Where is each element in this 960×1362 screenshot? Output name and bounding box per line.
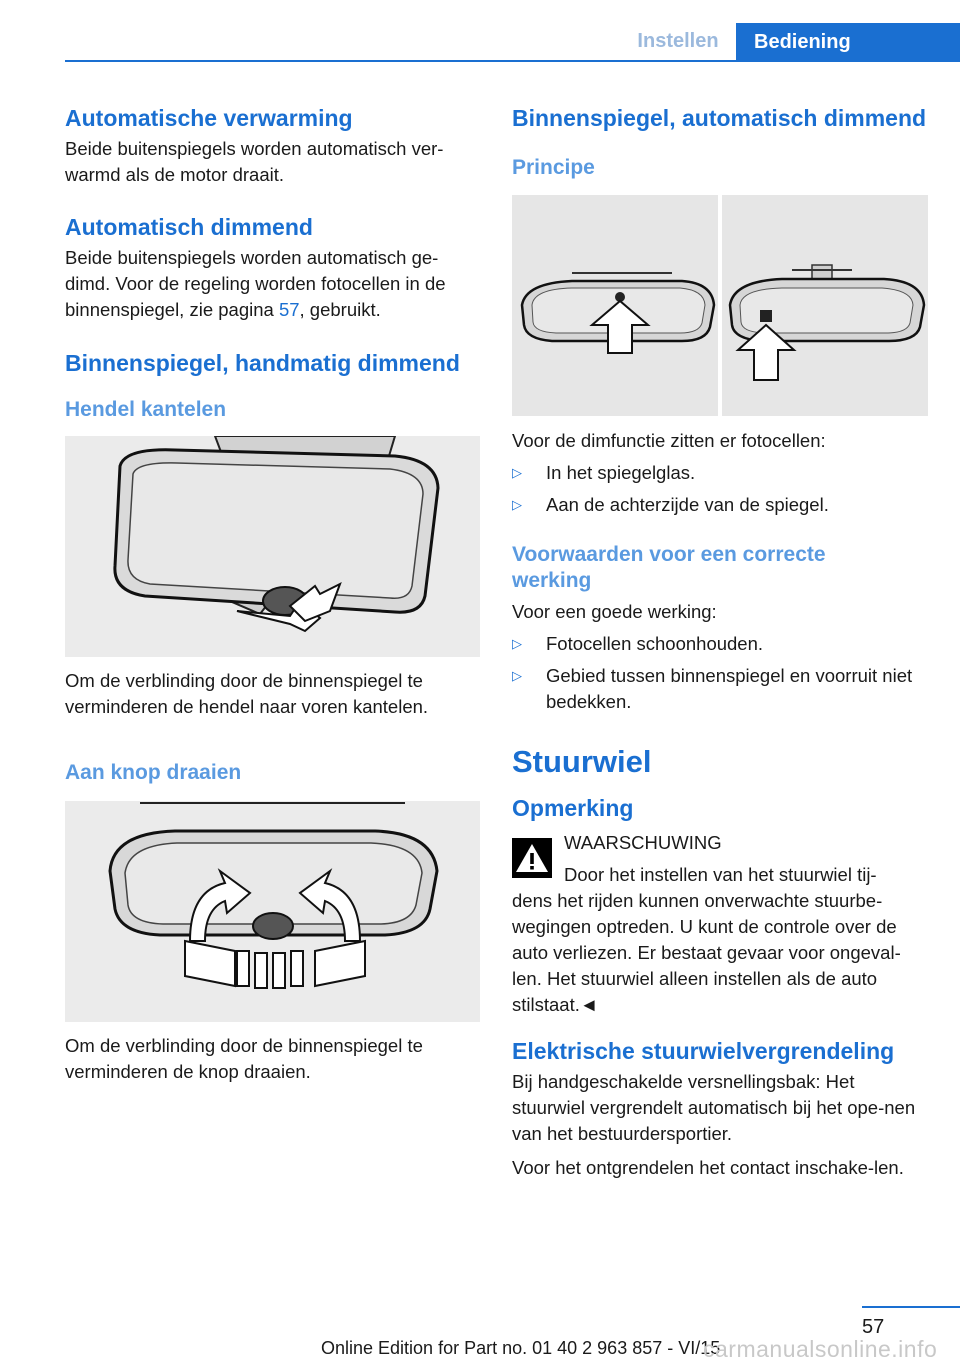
heading-hendel-kantelen: Hendel kantelen (65, 398, 227, 421)
header-tab-bediening[interactable]: Bediening (736, 23, 960, 62)
left-column (65, 100, 480, 1085)
mirror-lever-illustration (65, 436, 480, 657)
heading-stuurwiel: Stuurwiel (512, 744, 652, 779)
text-aan-knop-draaien: Om de verblinding door de binnenspiegel te verminderen de knop draaien. (65, 1035, 423, 1082)
footer-edition: Online Edition for Part no. 01 40 2 963 857 - VI/15 (321, 1338, 721, 1358)
text-automatische-verwarming: Beide buitenspiegels worden automatisch ver-warmd als de motor draait. (65, 138, 444, 185)
warning-text-first-line: Door het instellen van het stuurwiel tij- (564, 864, 877, 885)
bullet-triangle-icon: ▷ (512, 497, 522, 512)
warning-label: WAARSCHUWING (564, 832, 722, 853)
page-number: 57 (862, 1316, 885, 1338)
heading-handmatig-dimmend: Binnenspiegel, handmatig dimmend (65, 350, 460, 376)
heading-principe: Principe (512, 156, 595, 179)
text-stuurwielvergrendeling-2: Voor het ontgrendelen het contact inschake-len. (512, 1157, 904, 1178)
mirror-knob-illustration (65, 801, 480, 1022)
warning-triangle-icon (512, 838, 552, 888)
warning-text: dens het rijden kunnen onverwachte stuurbe-wegingen optreden. U kunt de controle over de auto verliezen. Er bestaat gevaar voor ongeval-len. Het stuurwiel alleen instellen als de auto stilstaat.◄ (512, 890, 901, 1015)
list-item: ▷ In het spiegelglas. (512, 460, 930, 486)
header-tab-instellen[interactable]: Instellen (637, 30, 719, 52)
heading-voorwaarden: Voorwaarden voor een correcte werking (512, 543, 826, 592)
watermark: carmanualsonline.info (703, 1336, 938, 1362)
text-principe: Voor de dimfunctie zitten er fotocellen: (512, 430, 826, 451)
text-voorwaarden: Voor een goede werking: (512, 601, 717, 622)
figure-mirror-lever (65, 436, 480, 657)
right-column (512, 100, 930, 1181)
footer-rule (862, 1306, 960, 1308)
bullet-triangle-icon: ▷ (512, 465, 522, 480)
warning-block (512, 830, 930, 888)
list-item: ▷ Fotocellen schoonhouden. (512, 631, 930, 657)
bullet-triangle-icon: ▷ (512, 668, 522, 683)
heading-aan-knop-draaien: Aan knop draaien (65, 761, 242, 784)
heading-automatisch-dimmend-binnenspiegel: Binnenspiegel, automatisch dimmend (512, 105, 927, 131)
text-stuurwielvergrendeling-1: Bij handgeschakelde versnellingsbak: Het stuurwiel vergrendelt automatisch bij het ope-nen van het bestuurdersportier. (512, 1071, 916, 1144)
figure-mirror-knob (65, 801, 480, 1022)
heading-automatische-verwarming: Automatische verwarming (65, 105, 353, 131)
header-rule (65, 60, 960, 62)
text-hendel-kantelen: Om de verblinding door de binnenspiegel te verminderen de hendel naar voren kantelen. (65, 670, 429, 717)
list-item: ▷ Gebied tussen binnenspiegel en voorruit niet bedekken. (512, 663, 930, 715)
heading-automatisch-dimmend: Automatisch dimmend (65, 214, 313, 240)
heading-stuurwielvergrendeling: Elektrische stuurwielvergrendeling (512, 1038, 895, 1064)
bullet-triangle-icon: ▷ (512, 636, 522, 651)
page-link-57[interactable]: 57 (278, 299, 300, 320)
text-automatisch-dimmend: Beide buitenspiegels worden automatisch ge-dimd. Voor de regeling worden fotocellen in de binnenspiegel, zie pagina 57, gebruikt. (65, 247, 446, 320)
photocells-illustration (512, 195, 928, 416)
figure-photocells (512, 195, 928, 416)
list-item: ▷ Aan de achterzijde van de spiegel. (512, 492, 930, 518)
heading-opmerking: Opmerking (512, 795, 634, 821)
